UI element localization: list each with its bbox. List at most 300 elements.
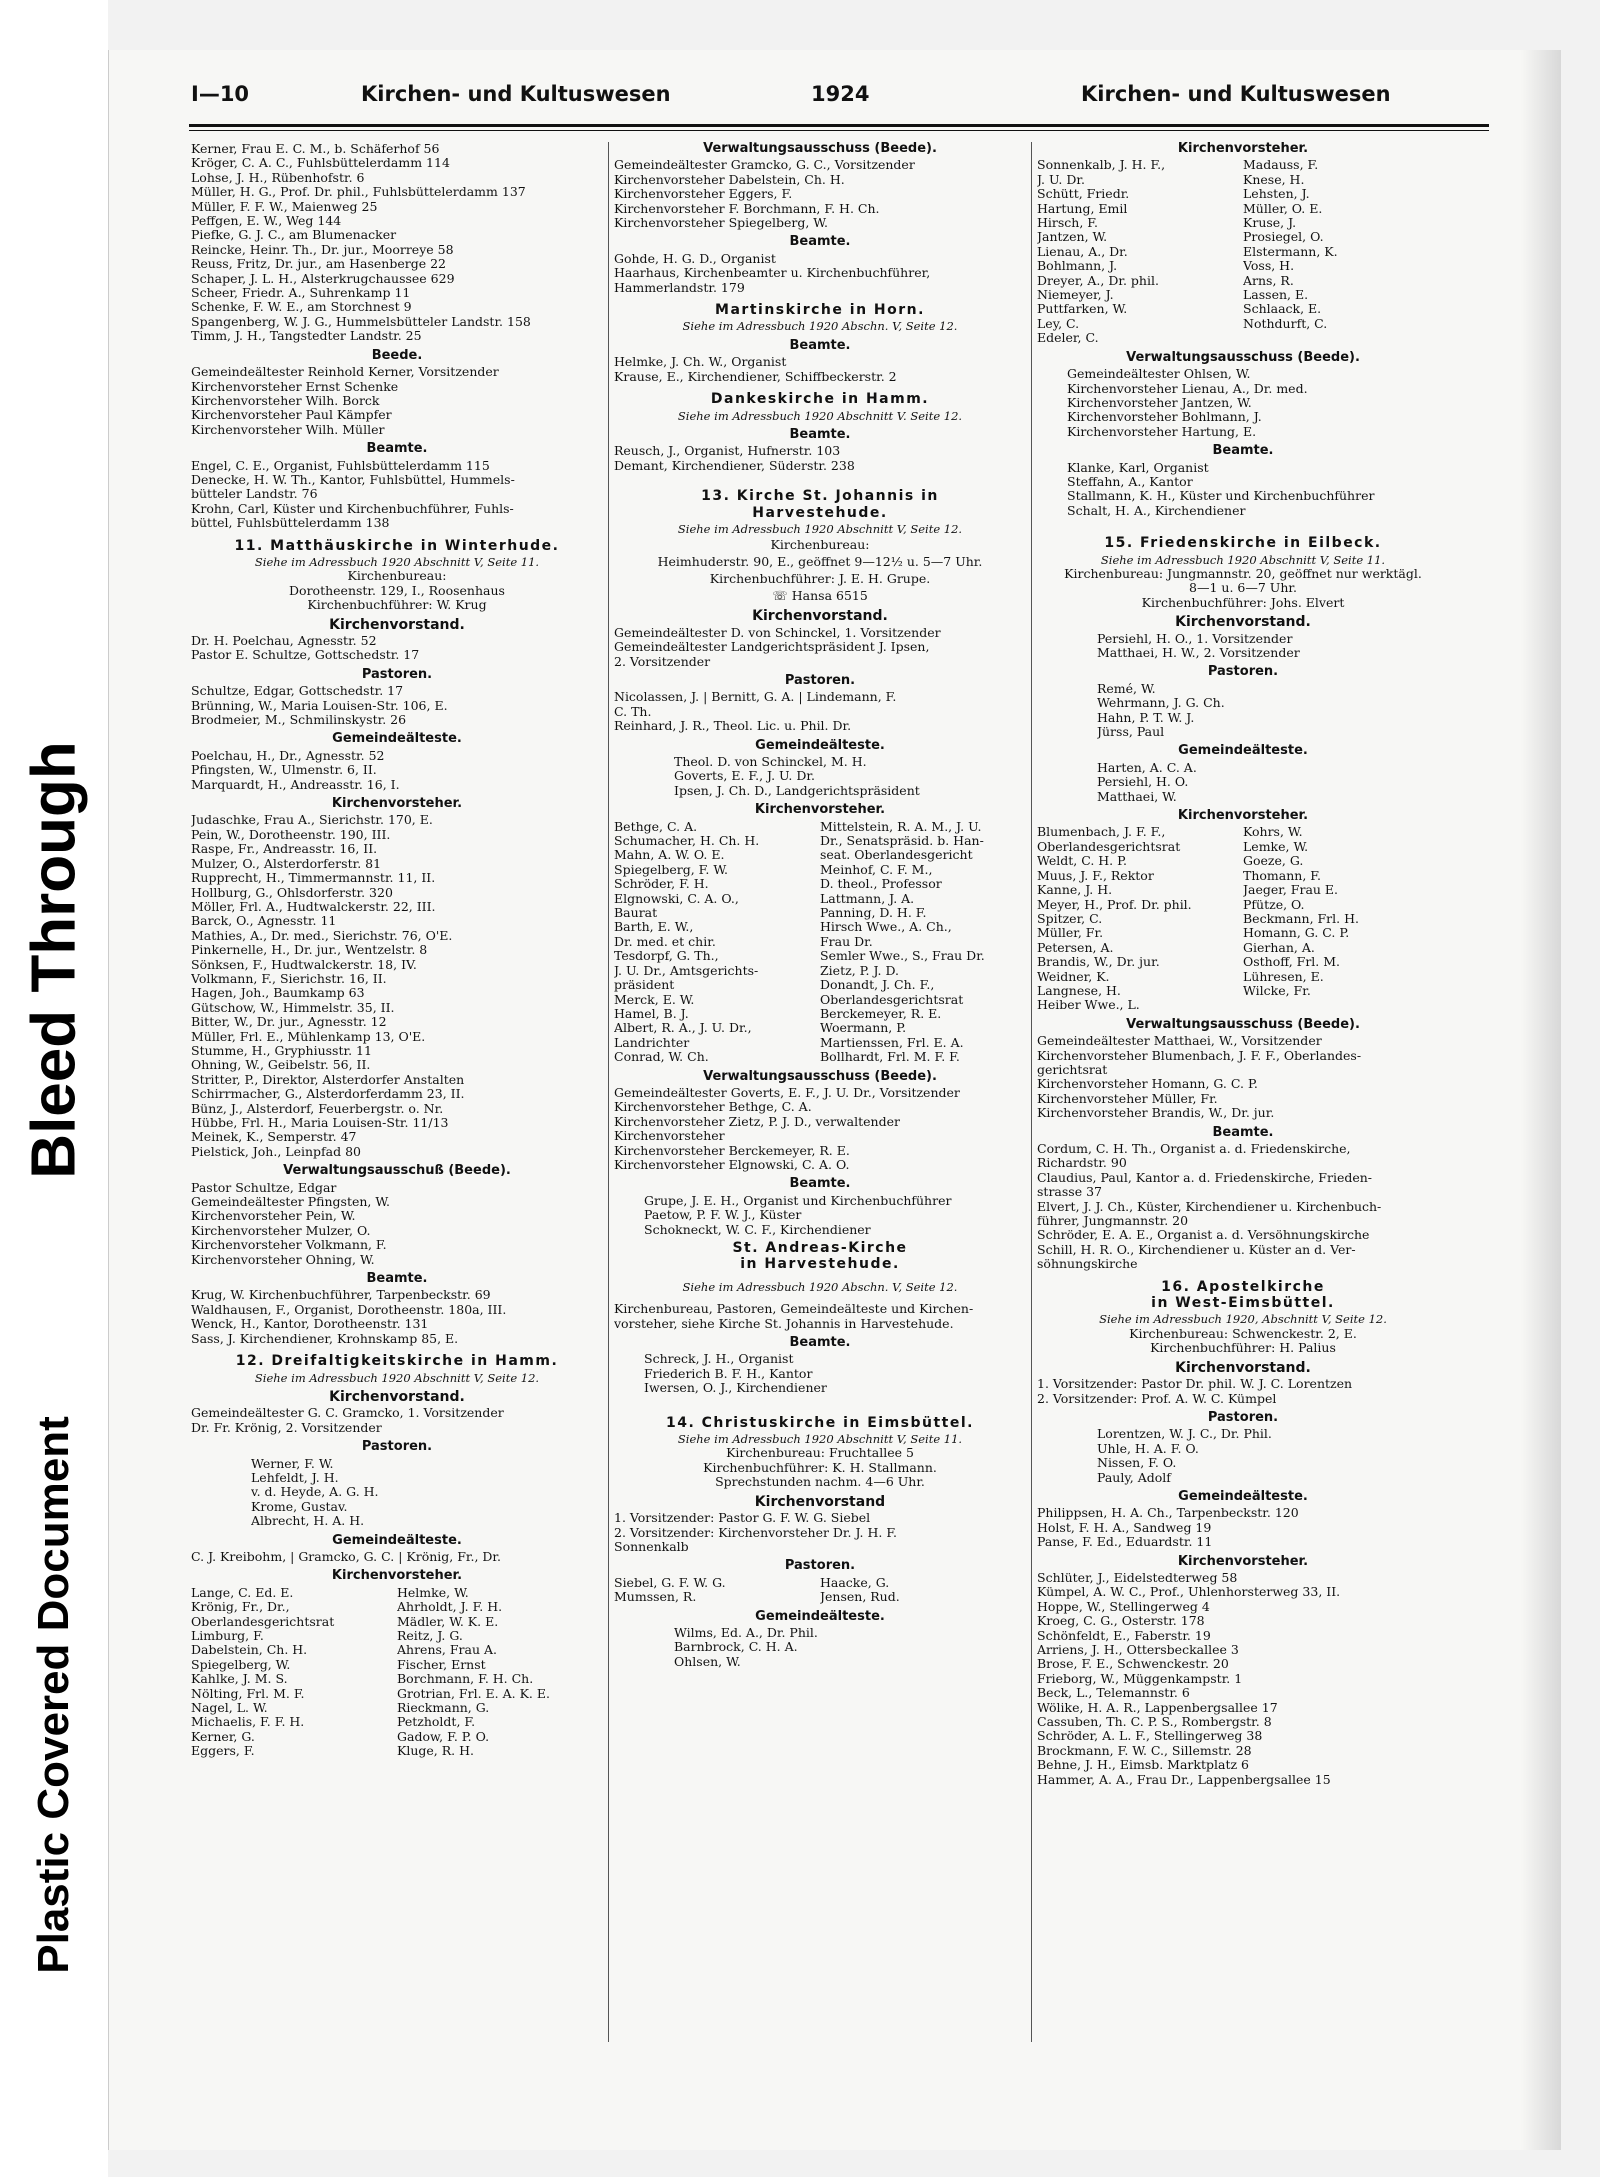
entry-line: Spiegelberg, F. W. <box>614 862 728 877</box>
entry-line: Kirchenvorsteher <box>614 1129 725 1144</box>
entry-line: Blumenbach, J. F. F., <box>1037 825 1166 840</box>
entry-line: Berckemeyer, R. E. <box>820 1006 942 1021</box>
entry-line: Gadow, F. P. O. <box>397 1729 490 1744</box>
entry-line: Stallmann, K. H., Küster und Kirchenbuchführer <box>1067 489 1375 504</box>
church-title: St. Andreas-Kirche <box>732 1240 908 1256</box>
entry-line: Kirchenvorsteher Lienau, A., Dr. med. <box>1067 381 1308 396</box>
entry-line: Brandis, W., Dr. jur. <box>1037 955 1160 970</box>
entry-line: Pauly, Adolf <box>1097 1470 1171 1485</box>
entry-list <box>614 1511 1026 1554</box>
entry-line: Persiehl, H. O., 1. Vorsitzender <box>1097 631 1293 646</box>
reference-line: Siehe im Adressbuch 1920 Abschnitt V, Seite 11. <box>1100 552 1386 567</box>
entry-line: Kirchenvorsteher Ernst Schenke <box>191 379 399 394</box>
entry-line: Dr. H. Poelchau, Agnesstr. 52 <box>191 634 377 648</box>
entry-line: Kirchenvorsteher Müller, Fr. <box>1037 1091 1218 1106</box>
entry-list-right <box>820 820 1026 1065</box>
entry-line: Michaelis, F. F. H. <box>191 1715 305 1730</box>
entry-list <box>1037 1427 1449 1485</box>
entry-line: Kerner, G. <box>191 1729 255 1744</box>
entry-line: Langnese, H. <box>1037 983 1121 998</box>
section-heading: Kirchenvorstand. <box>752 608 888 625</box>
entry-line: Gemeindeältester D. von Schinckel, 1. Vorsitzender <box>614 625 941 640</box>
entry-line: Lorentzen, W. J. C., Dr. Phil. <box>1097 1427 1272 1442</box>
office-info <box>191 569 603 612</box>
entry-line: büttel, Fuhlsbüttelerdamm 138 <box>191 516 390 531</box>
entry-line: Tesdorpf, G. Th., <box>614 949 719 964</box>
entry-line: Matthaei, H. W., 2. Vorsitzender <box>1097 646 1300 660</box>
entry-line: Homann, G. C. P. <box>1243 926 1350 941</box>
entry-list <box>614 1626 1026 1669</box>
entry-line: Pastor Schultze, Edgar <box>191 1180 337 1195</box>
entry-line: Poelchau, H., Dr., Agnesstr. 52 <box>191 748 385 763</box>
entry-list <box>1037 461 1449 519</box>
column-divider-1 <box>608 142 609 2042</box>
office-info <box>1037 1327 1449 1356</box>
entry-list <box>1037 1034 1449 1120</box>
entry-line: J. U. Dr., Amtsgerichts- <box>614 963 759 978</box>
entry-list <box>614 1302 1026 1331</box>
entry-line: Iwersen, O. J., Kirchendiener <box>644 1381 827 1396</box>
entry-line: Grotrian, Frl. E. A. K. E. <box>397 1686 550 1701</box>
entry-line: Barth, E. W., <box>614 920 694 935</box>
entry-line: Müller, Fr. <box>1037 926 1104 941</box>
entry-line: Kirchenvorsteher Homann, G. C. P. <box>1037 1077 1258 1092</box>
section-heading: Kirchenvorstand. <box>1175 614 1311 631</box>
entry-line: Gütschow, W., Himmelstr. 35, II. <box>191 1000 395 1015</box>
entry-line: Kluge, R. H. <box>397 1744 474 1759</box>
entry-line: Barck, O., Agnesstr. 11 <box>191 914 337 929</box>
entry-line: Lange, C. Ed. E. <box>191 1585 294 1600</box>
entry-line: Sonnenkalb, J. H. F., <box>1037 158 1166 173</box>
entry-line: Kirchenvorsteher Ohning, W. <box>191 1252 375 1267</box>
entry-line: Kirchenvorsteher Dabelstein, Ch. H. <box>614 172 845 187</box>
entry-line: Heiber Wwe., L. <box>1037 998 1140 1013</box>
entry-line: Paetow, P. F. W. J., Küster <box>644 1208 802 1223</box>
entry-line: Kirchenvorsteher Spiegelberg, W. <box>614 216 828 231</box>
entry-line: Schumacher, H. Ch. H. <box>614 834 760 849</box>
entry-line: Kirchenbuchführer: H. Palius <box>1150 1341 1336 1356</box>
entry-line: Marquardt, H., Andreasstr. 16, I. <box>191 777 400 792</box>
section-heading: Beamte. <box>789 1176 851 1192</box>
entry-list-left <box>1037 825 1243 1012</box>
document-page <box>108 50 1561 2150</box>
entry-line: Ipsen, J. Ch. D., Landgerichtspräsident <box>674 783 920 798</box>
entry-line: Mittelstein, R. A. M., J. U. <box>820 819 982 834</box>
entry-line: C. J. Kreibohm, | Gramcko, G. C. | Krönig, Fr., Dr. <box>191 1549 502 1564</box>
entry-line: Elgnowski, C. A. O., <box>614 891 739 906</box>
entry-line: Kruse, J. <box>1243 216 1297 231</box>
entry-line: Hollburg, G., Ohlsdorferstr. 320 <box>191 885 393 900</box>
section-heading: Verwaltungsausschuß (Beede). <box>283 1163 511 1179</box>
entry-line: Demant, Kirchendiener, Süderstr. 238 <box>614 458 855 473</box>
page-edge-shade <box>1521 50 1561 2150</box>
entry-line: Weldt, C. H. P. <box>1037 854 1127 869</box>
entry-line: Kirchenvorsteher Eggers, F. <box>614 187 793 202</box>
entry-line: Goeze, G. <box>1243 854 1304 869</box>
header-right-title: Kirchen- und Kultuswesen <box>1081 82 1391 106</box>
entry-line: Petzholdt, F. <box>397 1715 476 1730</box>
entry-line: Holst, F. H. A., Sandweg 19 <box>1037 1520 1212 1535</box>
entry-line: Gemeindeältester Matthaei, W., Vorsitzender <box>1037 1034 1322 1049</box>
entry-line: Kohrs, W. <box>1243 825 1303 840</box>
entry-line: Thomann, F. <box>1243 868 1321 883</box>
entry-line: Oberlandesgerichtsrat <box>191 1614 335 1629</box>
entry-list <box>614 444 1026 473</box>
entry-line: Schalt, H. A., Kirchendiener <box>1067 503 1246 518</box>
two-column-list <box>1037 158 1449 345</box>
entry-line: Kröger, C. A. C., Fuhlsbüttelerdamm 114 <box>191 156 450 171</box>
entry-line: Kirchenvorsteher Bohlmann, J. <box>1067 410 1262 425</box>
entry-line: Dr. Fr. Krönig, 2. Vorsitzender <box>191 1420 382 1435</box>
entry-list <box>614 626 1026 669</box>
plastic-covered-label: Plastic Covered Document <box>29 1416 78 1974</box>
entry-line: Dreyer, A., Dr. phil. <box>1037 273 1159 288</box>
entry-line: Arriens, J. H., Ottersbeckallee 3 <box>1037 1643 1239 1657</box>
section-heading: Gemeindeälteste. <box>755 1608 885 1624</box>
entry-line: Oberlandesgerichtsrat <box>820 992 964 1007</box>
entry-line: Schultze, Edgar, Gottschedstr. 17 <box>191 684 404 699</box>
entry-line: bütteler Landstr. 76 <box>191 487 318 502</box>
entry-list <box>191 1181 603 1267</box>
two-column-list <box>191 1586 603 1759</box>
entry-line: Kirchenvorsteher Paul Kämpfer <box>191 408 392 423</box>
entry-line: Kirchenbureau: Schwenckestr. 2, E. <box>1129 1326 1357 1341</box>
entry-line: Wilms, Ed. A., Dr. Phil. <box>674 1625 818 1640</box>
entry-line: Lassen, E. <box>1243 288 1309 303</box>
entry-line: Limburg, F. <box>191 1629 264 1643</box>
entry-line: v. d. Heyde, A. G. H. <box>251 1485 379 1500</box>
entry-line: Gemeindeältester Pfingsten, W. <box>191 1195 391 1210</box>
entry-line: Edeler, C. <box>1037 331 1099 346</box>
entry-line: Kirchenbuchführer: K. H. Stallmann. <box>703 1460 937 1475</box>
section-heading: Gemeindeälteste. <box>1178 1488 1308 1504</box>
entry-line: Prosiegel, O. <box>1243 230 1324 245</box>
entry-line: gerichtsrat <box>1037 1062 1108 1077</box>
entry-line: Klanke, Karl, Organist <box>1067 460 1209 475</box>
entry-line: Kirchenvorsteher Wilh. Borck <box>191 393 380 408</box>
entry-line: Puttfarken, W. <box>1037 302 1128 317</box>
entry-line: Krohn, Carl, Küster und Kirchenbuchführer, Fuhls- <box>191 501 514 516</box>
entry-line: Helmke, J. Ch. W., Organist <box>614 355 787 370</box>
entry-line: Kirchenbureau: <box>347 569 447 584</box>
entry-line: 1. Vorsitzender: Pastor Dr. phil. W. J. C. Lorentzen <box>1037 1377 1353 1392</box>
entry-line: Gemeindeältester Goverts, E. F., J. U. Dr., Vorsitzender <box>614 1085 960 1100</box>
entry-line: Dr., Senatspräsid. b. Han- <box>820 834 984 849</box>
entry-line: Brünning, W., Maria Louisen-Str. 106, E. <box>191 698 448 713</box>
entry-line: Frau Dr. <box>820 934 873 949</box>
entry-line: Kanne, J. H. <box>1037 883 1113 898</box>
header-left-title: Kirchen- und Kultuswesen <box>361 82 671 106</box>
column-3 <box>1037 142 1449 1787</box>
entry-line: Kroeg, C. G., Osterstr. 178 <box>1037 1614 1205 1629</box>
entry-line: Werner, F. W. <box>251 1456 334 1471</box>
two-column-list <box>614 1576 1026 1605</box>
entry-line: J. U. Dr. <box>1037 172 1085 187</box>
entry-line: Meyer, H., Prof. Dr. phil. <box>1037 897 1192 912</box>
entry-list <box>191 1457 603 1529</box>
two-column-list <box>614 820 1026 1065</box>
entry-line: strasse 37 <box>1037 1185 1102 1200</box>
entry-line: Kirchenvorsteher Brandis, W., Dr. jur. <box>1037 1106 1275 1121</box>
section-heading: Beamte. <box>789 1335 851 1351</box>
entry-line: Kahlke, J. M. S. <box>191 1672 288 1687</box>
entry-line: Krug, W. Kirchenbuchführer, Tarpenbeckstr. 69 <box>191 1288 491 1303</box>
entry-line: Kirchenvorsteher Mulzer, O. <box>191 1223 371 1238</box>
entry-line: Ohning, W., Geibelstr. 56, II. <box>191 1058 371 1073</box>
entry-line: Reuss, Fritz, Dr. jur., am Hasenberge 22 <box>191 257 447 272</box>
entry-line: Wehrmann, J. G. Ch. <box>1097 696 1225 711</box>
entry-line: Hammer, A. A., Frau Dr., Lappenbergsallee 15 <box>1037 1772 1331 1787</box>
page-header <box>191 82 1491 122</box>
entry-line: Brodmeier, M., Schmilinskystr. 26 <box>191 713 407 728</box>
entry-line: Panse, F. Ed., Eduardstr. 11 <box>1037 1535 1213 1550</box>
entry-line: Kirchenvorsteher Zietz, P. J. D., verwaltender <box>614 1114 900 1129</box>
section-heading: Verwaltungsausschuss (Beede). <box>1126 1016 1360 1032</box>
column-2 <box>614 142 1026 1669</box>
entry-line: Kirchenbureau, Pastoren, Gemeindeälteste und Kirchen- <box>614 1302 974 1317</box>
entry-list <box>614 158 1026 230</box>
entry-line: Donandt, J. Ch. F., <box>820 978 935 993</box>
entry-line: Cassuben, Th. C. P. S., Rombergstr. 8 <box>1037 1715 1272 1730</box>
entry-line: Goverts, E. F., J. U. Dr. <box>674 769 815 784</box>
entry-line: Ley, C. <box>1037 316 1080 331</box>
entry-line: Nissen, F. O. <box>1097 1456 1177 1471</box>
entry-line: seat. Oberlandesgericht <box>820 848 973 863</box>
entry-list <box>614 690 1026 733</box>
entry-line: Niemeyer, J. <box>1037 288 1114 303</box>
office-info <box>614 1446 1026 1489</box>
entry-line: Gemeindeältester Landgerichtspräsident J. Ipsen, <box>614 640 930 655</box>
entry-line: Friederich B. F. H., Kantor <box>644 1366 813 1381</box>
reference-line: Siehe im Adressbuch 1920 Abschn. V, Seite 12. <box>682 1279 958 1294</box>
column-1 <box>191 142 603 1759</box>
entry-line: Waldhausen, F., Organist, Dorotheenstr. 180a, III. <box>191 1302 507 1317</box>
entry-line: Schlaack, E. <box>1243 302 1322 317</box>
entry-list <box>1037 1506 1449 1549</box>
entry-line: Kirchenvorsteher Berckemeyer, R. E. <box>614 1143 850 1158</box>
entry-line: Schröder, E. A. E., Organist a. d. Versöhnungskirche <box>1037 1228 1370 1243</box>
entry-list <box>614 355 1026 384</box>
entry-line: Dorotheenstr. 129, I., Roosenhaus <box>289 583 505 598</box>
entry-line: Dabelstein, Ch. H. <box>191 1643 308 1658</box>
entry-line: Lohse, J. H., Rübenhofstr. 6 <box>191 170 365 185</box>
entry-line: Hirsch, F. <box>1037 216 1098 231</box>
entry-line: 2. Vorsitzender: Kirchenvorsteher Dr. J. H. F. <box>614 1525 898 1540</box>
entry-list <box>191 1406 603 1435</box>
entry-line: Kirchenvorsteher Elgnowski, C. A. O. <box>614 1157 850 1172</box>
entry-line: Merck, E. W. <box>614 992 695 1007</box>
entry-line: Elstermann, K. <box>1243 244 1338 259</box>
column-divider-2 <box>1031 142 1032 2042</box>
entry-line: Zietz, P. J. D. <box>820 963 899 978</box>
section-heading: Pastoren. <box>784 1558 856 1574</box>
entry-line: Beck, L., Telemannstr. 6 <box>1037 1686 1190 1701</box>
entry-line: Gierhan, A. <box>1243 940 1315 955</box>
entry-line: Reusch, J., Organist, Hufnerstr. 103 <box>614 444 841 459</box>
entry-line: Reitz, J. G. <box>397 1629 463 1643</box>
entry-line: Schokneckt, W. C. F., Kirchendiener <box>644 1222 871 1237</box>
entry-line: Persiehl, H. O. <box>1097 775 1189 790</box>
header-rule <box>189 124 1489 127</box>
entry-line: Krome, Gustav. <box>251 1499 348 1514</box>
entry-line: Kirchenbuchführer: Johs. Elvert <box>1141 595 1345 610</box>
entry-line: Raspe, Fr., Andreasstr. 16, II. <box>191 842 378 857</box>
entry-line: Engel, C. E., Organist, Fuhlsbüttelerdamm 115 <box>191 458 490 473</box>
entry-line: Gemeindeältester Ohlsen, W. <box>1067 367 1251 382</box>
entry-line: Schreck, J. H., Organist <box>644 1352 794 1367</box>
entry-line: Volkmann, F., Sierichstr. 16, II. <box>191 971 387 986</box>
entry-line: Schröder, F. H. <box>614 877 709 892</box>
section-heading: Beamte. <box>1212 443 1274 459</box>
entry-list-left <box>191 1586 397 1759</box>
entry-line: Fischer, Ernst <box>397 1657 486 1672</box>
entry-line: Pfütze, O. <box>1243 897 1305 912</box>
section-heading: Kirchenvorsteher. <box>1177 1553 1309 1569</box>
entry-line: Beckmann, Frl. H. <box>1243 911 1359 926</box>
entry-list <box>1037 761 1449 804</box>
entry-list <box>191 749 603 792</box>
two-column-list <box>1037 825 1449 1012</box>
entry-line: Jaeger, Frau E. <box>1243 883 1339 898</box>
section-heading: Pastoren. <box>1207 664 1279 680</box>
bleed-through-label: Bleed Through <box>19 741 89 1179</box>
entry-line: vorsteher, siehe Kirche St. Johannis in Harvestehude. <box>614 1316 954 1331</box>
section-heading: Beamte. <box>789 337 851 353</box>
entry-line: Hagen, Joh., Baumkamp 63 <box>191 986 365 1001</box>
entry-line: Piefke, G. J. C., am Blumenacker <box>191 228 397 243</box>
reference-line: Siehe im Adressbuch 1920 Abschn. V, Seite 12. <box>682 319 958 334</box>
entry-list <box>191 813 603 1159</box>
header-rule-thin <box>189 130 1489 131</box>
section-heading: Kirchenvorsteher. <box>754 802 886 818</box>
header-year: 1924 <box>811 82 870 106</box>
church-title: Dankeskirche in Hamm. <box>710 391 930 408</box>
church-title: in Harvestehude. <box>740 1256 900 1273</box>
entry-line: Steffahn, A., Kantor <box>1067 474 1193 489</box>
entry-list-right <box>820 1576 1026 1605</box>
entry-line: Mumssen, R. <box>614 1590 697 1605</box>
entry-line: Brockmann, F. W. C., Sillemstr. 28 <box>1037 1743 1252 1758</box>
entry-line: Jürss, Paul <box>1097 725 1165 740</box>
entry-line: Cordum, C. H. Th., Organist a. d. Friedenskirche, <box>1037 1142 1351 1156</box>
entry-line: Petersen, A. <box>1037 940 1114 955</box>
church-title: in West-Eimsbüttel. <box>1151 1295 1335 1312</box>
entry-line: Brose, F. E., Schwenckestr. 20 <box>1037 1657 1229 1672</box>
entry-line: Mahn, A. W. O. E. <box>614 848 725 863</box>
section-heading: Kirchenvorstand <box>754 1493 886 1510</box>
entry-list <box>614 252 1026 295</box>
entry-line: Kirchenvorsteher Pein, W. <box>191 1209 356 1224</box>
section-heading: Kirchenvorstand. <box>329 616 465 633</box>
section-heading: Beamte. <box>1212 1124 1274 1140</box>
entry-line: Schirrmacher, G., Alsterdorferdamm 23, II. <box>191 1087 465 1102</box>
entry-line: Hoppe, W., Stellingerweg 4 <box>1037 1599 1210 1614</box>
entry-list <box>614 1352 1026 1395</box>
church-title: 13. Kirche St. Johannis in <box>701 488 939 505</box>
entry-line: Müller, F. F. W., Maienweg 25 <box>191 199 378 214</box>
entry-list <box>191 684 603 727</box>
entry-line: Kirchenbuchführer: W. Krug <box>307 598 487 613</box>
entry-line: Nagel, L. W. <box>191 1701 268 1716</box>
entry-line: Sönksen, F., Hudtwalckerstr. 18, IV. <box>191 957 417 972</box>
entry-line: Peffgen, E. W., Weg 144 <box>191 214 342 229</box>
entry-list <box>191 1288 603 1346</box>
entry-line: Spiegelberg, W. <box>191 1657 291 1672</box>
entry-line: Schill, H. R. O., Kirchendiener u. Küster an d. Ver- <box>1037 1242 1356 1257</box>
entry-line: Muus, J. F., Rektor <box>1037 868 1154 883</box>
entry-line: Bitter, W., Dr. jur., Agnesstr. 12 <box>191 1015 387 1030</box>
entry-line: Baurat <box>614 906 658 921</box>
entry-line: Richardstr. 90 <box>1037 1156 1127 1171</box>
section-heading: Verwaltungsausschuss (Beede). <box>703 1068 937 1084</box>
entry-line: präsident <box>614 978 675 993</box>
entry-line: Meinek, K., Semperstr. 47 <box>191 1130 357 1145</box>
entry-line: Gemeindeältester Reinhold Kerner, Vorsitzender <box>191 365 499 380</box>
entry-line: Spangenberg, W. J. G., Hummelsbütteler Landstr. 158 <box>191 314 531 329</box>
section-heading: Beamte. <box>789 234 851 250</box>
entry-line: Möller, Frl. A., Hudtwalckerstr. 22, III. <box>191 899 436 914</box>
entry-line: Müller, O. E. <box>1243 201 1323 216</box>
entry-line: Reinhard, J. R., Theol. Lic. u. Phil. Dr. <box>614 719 852 734</box>
entry-line: Hammerlandstr. 179 <box>614 280 745 295</box>
entry-line: Lehfeldt, J. H. <box>251 1470 339 1485</box>
page-number: I—10 <box>191 82 250 106</box>
entry-line: Semler Wwe., S., Frau Dr. <box>820 949 985 964</box>
reference-line: Siehe im Adressbuch 1920 Abschnitt V, Seite 11. <box>677 1432 963 1447</box>
entry-line: Claudius, Paul, Kantor a. d. Friedenskirche, Frieden- <box>1037 1170 1373 1185</box>
entry-line: Kirchenvorsteher F. Borchmann, F. H. Ch. <box>614 201 880 216</box>
entry-line: Bohlmann, J. <box>1037 259 1118 274</box>
entry-line: Nicolassen, J. | Bernitt, G. A. | Lindemann, F. <box>614 690 897 705</box>
section-heading: Beamte. <box>789 426 851 442</box>
entry-line: Rupprecht, H., Timmermannstr. 11, II. <box>191 871 436 886</box>
entry-line: Kirchenbureau: Fruchtallee 5 <box>726 1446 914 1461</box>
reference-line: Siehe im Adressbuch 1920 Abschnitt V, Seite 12. <box>677 521 963 536</box>
entry-list <box>614 755 1026 798</box>
entry-line: Bünz, J., Alsterdorf, Feuerbergstr. o. Nr. <box>191 1101 444 1116</box>
entry-line: Lemke, W. <box>1243 839 1309 854</box>
entry-line: Schröder, A. L. F., Stellingerweg 38 <box>1037 1729 1263 1744</box>
entry-line: Bollhardt, Frl. M. F. F. <box>820 1050 960 1065</box>
entry-line: Haarhaus, Kirchenbeamter u. Kirchenbuchführer, <box>614 266 931 281</box>
entry-line: Theol. D. von Schinckel, M. H. <box>674 755 867 769</box>
entry-line: Uhle, H. A. F. O. <box>1097 1441 1199 1456</box>
entry-line: Spitzer, C. <box>1037 911 1103 926</box>
entry-line: Krause, E., Kirchendiener, Schiffbeckerstr. 2 <box>614 369 897 384</box>
entry-line: Arns, R. <box>1243 273 1294 288</box>
section-heading: Gemeindeälteste. <box>332 731 462 747</box>
entry-line: Pein, W., Dorotheenstr. 190, III. <box>191 827 391 842</box>
church-title: 11. Matthäuskirche in Winterhude. <box>234 537 560 554</box>
section-heading: Verwaltungsausschuss (Beede). <box>703 141 937 156</box>
entry-line: Knese, H. <box>1243 172 1305 187</box>
entry-line: Judaschke, Frau A., Sierichstr. 170, E. <box>191 813 433 828</box>
entry-list <box>614 1194 1026 1237</box>
entry-line: ☏ Hansa 6515 <box>772 588 868 604</box>
entry-line: Ahrholdt, J. F. H. <box>397 1600 503 1615</box>
section-heading: Kirchenvorsteher. <box>1177 808 1309 824</box>
church-title: Harvestehude. <box>752 504 888 521</box>
section-heading: Pastoren. <box>361 1439 433 1455</box>
section-heading: Kirchenvorsteher. <box>1177 141 1309 156</box>
entry-line: Müller, Frl. E., Mühlenkamp 13, O'E. <box>191 1029 426 1044</box>
entry-line: Kirchenvorsteher Hartung, E. <box>1067 424 1257 439</box>
church-title: 14. Christuskirche in Eimsbüttel. <box>665 1414 974 1431</box>
entry-line: Mulzer, O., Alsterdorferstr. 81 <box>191 856 382 871</box>
entry-line: Nölting, Frl. M. F. <box>191 1686 305 1701</box>
entry-list <box>191 459 603 531</box>
entry-line: Dr. med. et chir. <box>614 934 716 949</box>
